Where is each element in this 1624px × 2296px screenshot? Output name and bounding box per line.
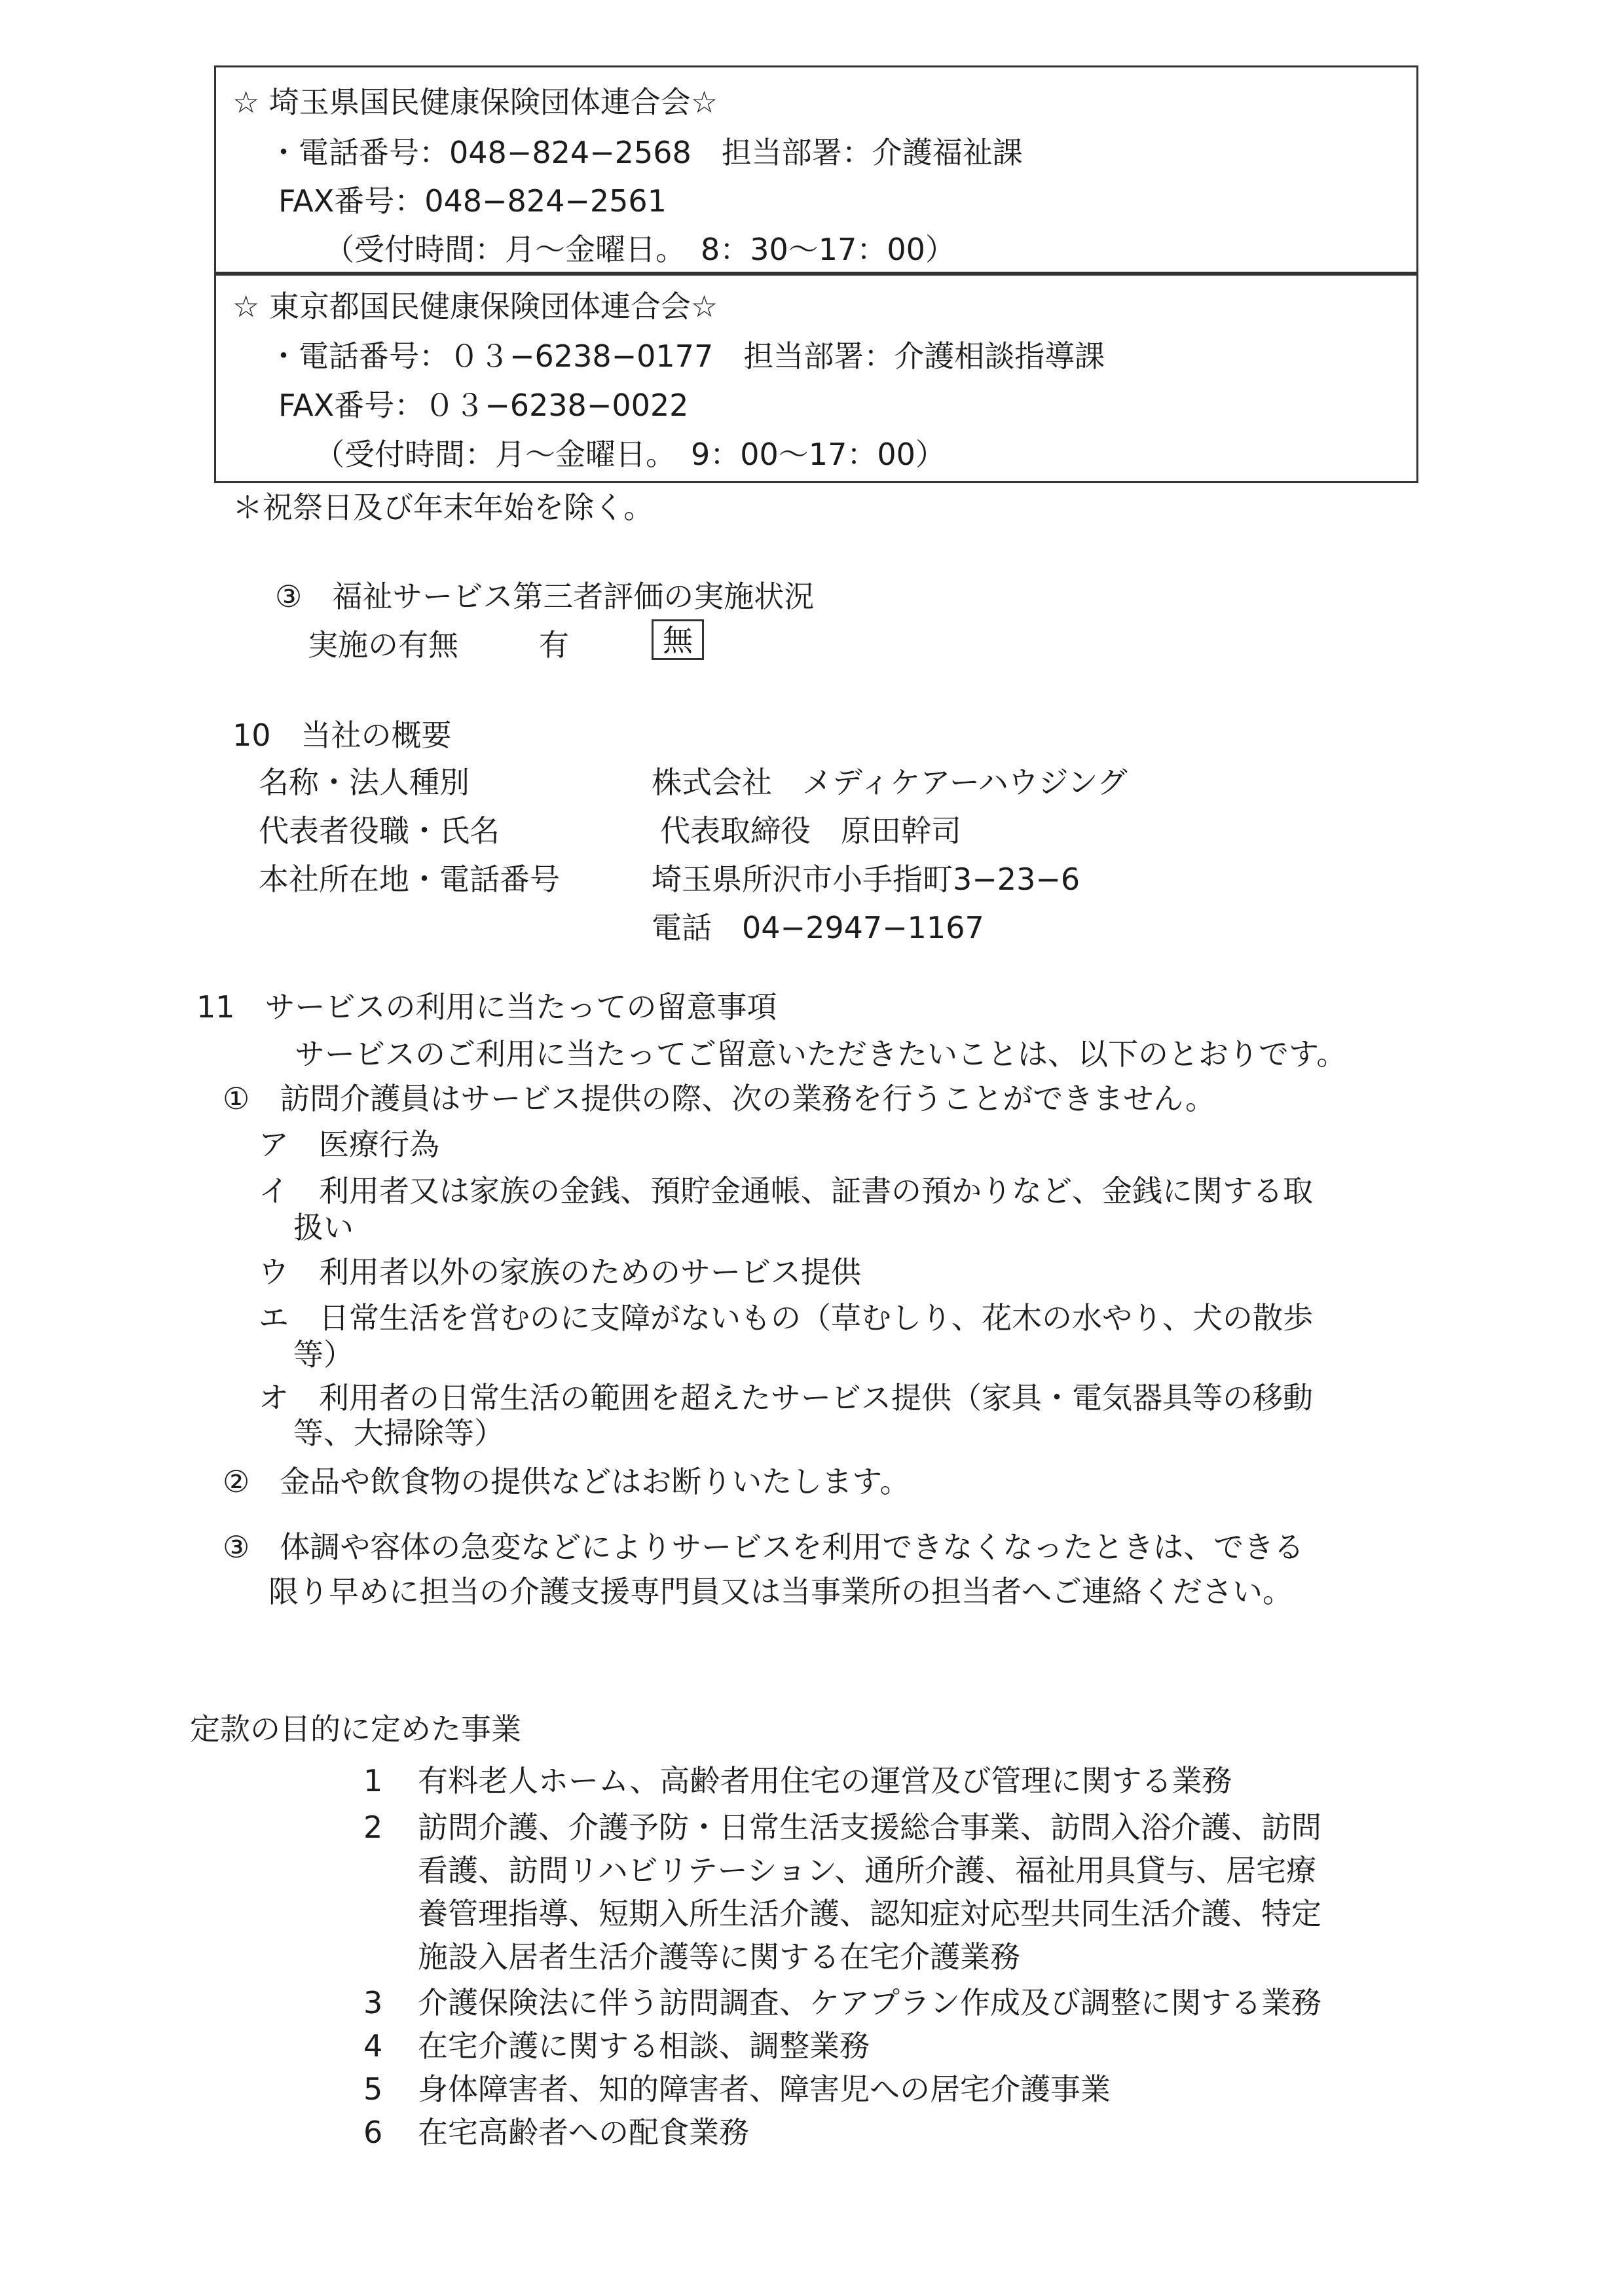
company-tel: 電話 04−2947−1167 xyxy=(652,910,984,945)
purpose-num: 3 xyxy=(363,1985,383,2020)
purpose-num: 6 xyxy=(363,2115,383,2150)
company-label: 名称・法人種別 xyxy=(259,765,470,800)
contact-fax: FAX番号：０３−6238−0022 xyxy=(278,388,689,423)
notes-sub-item: ア 医療行為 xyxy=(259,1127,439,1162)
notes-sub-item: エ 日常生活を営むのに支障がないもの（草むしり、花木の水やり、犬の散歩 xyxy=(259,1300,1313,1336)
notes-sub-item: イ 利用者又は家族の金銭、預貯金通帳、証書の預かりなど、金銭に関する取 xyxy=(259,1173,1313,1209)
contact-phone: ・電話番号：０３−6238−0177 担当部署：介護相談指導課 xyxy=(268,338,1105,374)
notes-sub-item-cont: 等） xyxy=(293,1337,354,1372)
notes-heading: 11 サービスの利用に当たっての留意事項 xyxy=(196,989,777,1025)
notes-sub-item: ウ 利用者以外の家族のためのサービス提供 xyxy=(259,1254,861,1290)
notes-intro: サービスのご利用に当たってご留意いただきたいことは、以下のとおりです。 xyxy=(295,1036,1347,1072)
evaluation-heading: ③ 福祉サービス第三者評価の実施状況 xyxy=(275,579,815,614)
contact-name: ☆ 埼玉県国民健康保険団体連合会☆ xyxy=(232,84,718,120)
notes-sub-item-cont: 等、大掃除等） xyxy=(293,1415,504,1451)
company-label: 本社所在地・電話番号 xyxy=(259,862,560,897)
evaluation-option-no-frame xyxy=(652,619,704,660)
notes-sub-item-cont: 扱い xyxy=(293,1210,354,1245)
contact-box-saitama xyxy=(214,65,1418,274)
company-value: 埼玉県所沢市小手指町3−23−6 xyxy=(652,862,1080,897)
purpose-num: 2 xyxy=(363,1810,383,1845)
purpose-num: 1 xyxy=(363,1763,383,1798)
purpose-line: 施設入居者生活介護等に関する在宅介護業務 xyxy=(418,1939,1020,1975)
evaluation-label: 実施の有無 xyxy=(308,627,458,663)
contact-fax: FAX番号：048−824−2561 xyxy=(278,183,667,219)
purpose-line: 在宅高齢者への配食業務 xyxy=(418,2115,749,2150)
company-value: 代表取締役 原田幹司 xyxy=(660,813,961,848)
purpose-line: 看護、訪問リハビリテーション、通所介護、福祉用具貸与、居宅療 xyxy=(418,1853,1317,1888)
purpose-line: 在宅介護に関する相談、調整業務 xyxy=(418,2028,870,2064)
contact-hours: （受付時間：月～金曜日。 9：00～17：00） xyxy=(314,437,946,472)
contact-phone: ・電話番号：048−824−2568 担当部署：介護福祉課 xyxy=(268,135,1023,170)
evaluation-option-yes: 有 xyxy=(539,627,569,663)
company-heading: 10 当社の概要 xyxy=(232,718,452,753)
contact-box-tokyo xyxy=(214,274,1418,483)
purpose-num: 4 xyxy=(363,2028,383,2064)
notes-item-1: ① 訪問介護員はサービス提供の際、次の業務を行うことができません。 xyxy=(223,1081,1215,1116)
purpose-line: 介護保険法に伴う訪問調査、ケアプラン作成及び調整に関する業務 xyxy=(418,1985,1321,2020)
company-label: 代表者役職・氏名 xyxy=(259,813,500,848)
notes-item-3: ③ 体調や容体の急変などによりサービスを利用できなくなったときは、できる xyxy=(223,1529,1304,1565)
contact-hours: （受付時間：月～金曜日。 8：30～17：00） xyxy=(324,232,955,267)
purpose-num: 5 xyxy=(363,2071,383,2107)
holiday-note: ＊祝祭日及び年末年始を除く。 xyxy=(232,490,654,525)
purpose-line: 訪問介護、介護予防・日常生活支援総合事業、訪問入浴介護、訪問 xyxy=(418,1810,1321,1845)
purpose-line: 有料老人ホーム、高齢者用住宅の運営及び管理に関する業務 xyxy=(418,1763,1232,1798)
purpose-heading: 定款の目的に定めた事業 xyxy=(190,1711,521,1747)
contact-name: ☆ 東京都国民健康保険団体連合会☆ xyxy=(232,289,718,324)
notes-sub-item: オ 利用者の日常生活の範囲を超えたサービス提供（家具・電気器具等の移動 xyxy=(259,1380,1313,1415)
notes-item-2: ② 金品や飲食物の提供などはお断りいたします。 xyxy=(223,1464,910,1499)
notes-item-3-cont: 限り早めに担当の介護支援専門員又は当事業所の担当者へご連絡ください。 xyxy=(268,1574,1293,1609)
purpose-line: 養管理指導、短期入所生活介護、認知症対応型共同生活介護、特定 xyxy=(418,1896,1321,1931)
company-value: 株式会社 メディケアーハウジング xyxy=(652,765,1128,800)
purpose-line: 身体障害者、知的障害者、障害児への居宅介護事業 xyxy=(418,2071,1111,2107)
evaluation-option-no: 無 xyxy=(652,619,704,660)
